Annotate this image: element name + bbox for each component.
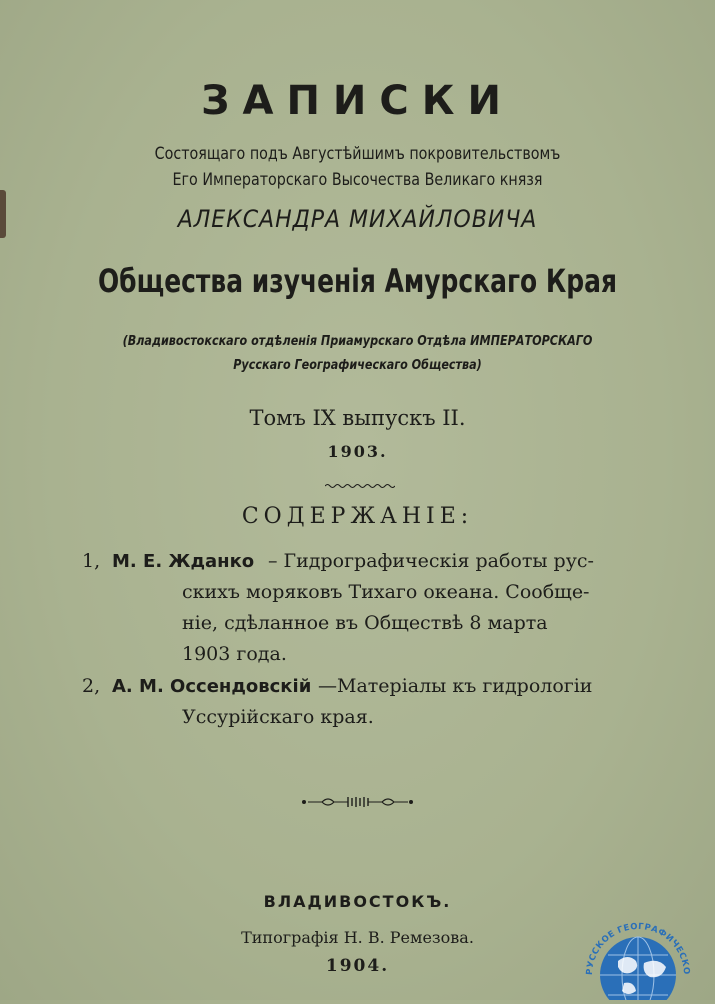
entry-author: М. Е. Жданко — [112, 551, 255, 572]
wavy-rule — [325, 483, 395, 489]
entry-line: скихъ моряковъ Тихаго океана. Сообще- — [182, 581, 590, 603]
ornament-divider — [300, 795, 415, 809]
society-name: Общества изученія Амурскаго Края — [97, 262, 618, 300]
entry-line: —Матеріалы къ гидрологіи — [318, 675, 593, 697]
binding-mark — [0, 190, 6, 238]
entry-number: 1, — [82, 550, 101, 572]
seal-text: РУССКОЕ ГЕОГРАФИЧЕСКО — [584, 921, 692, 976]
patronage-line-2: Его Императорскаго Высочества Великаго князя — [172, 170, 543, 190]
imprint-year: 1904. — [325, 956, 390, 976]
patron-name: АЛЕКСАНДРА МИХАЙЛОВИЧА — [177, 205, 538, 233]
society-seal-logo — [578, 905, 698, 1000]
entry-line: ніе, сдѣланное въ Обществѣ 8 марта — [182, 612, 548, 634]
issue-year: 1903. — [327, 442, 388, 461]
entry-author: А. М. Оссендовскій — [112, 676, 312, 697]
entry-number: 2, — [82, 675, 101, 697]
entry-line: Уссурійскаго края. — [182, 706, 374, 728]
volume-issue: Томъ IX выпускъ II. — [249, 406, 466, 430]
page-title: ЗАПИСКИ — [201, 78, 514, 124]
branch-line-1: (Владивостокскаго отдѣленія Приамурскаго Отдѣла ИМПЕРАТОРСКАГО — [122, 334, 593, 349]
entry-line: – Гидрографическія работы рус- — [268, 550, 594, 572]
branch-line-2: Русскаго Географическаго Общества) — [233, 358, 482, 373]
patronage-line-1: Состоящаго подъ Августѣйшимъ покровительствомъ — [154, 144, 561, 164]
entry-line: 1903 года. — [182, 643, 287, 665]
imprint-printer: Типографія Н. В. Ремезова. — [241, 928, 474, 947]
contents-heading: СОДЕРЖАНІЕ: — [241, 504, 474, 529]
imprint-city: ВЛАДИВОСТОКЪ. — [263, 892, 452, 911]
